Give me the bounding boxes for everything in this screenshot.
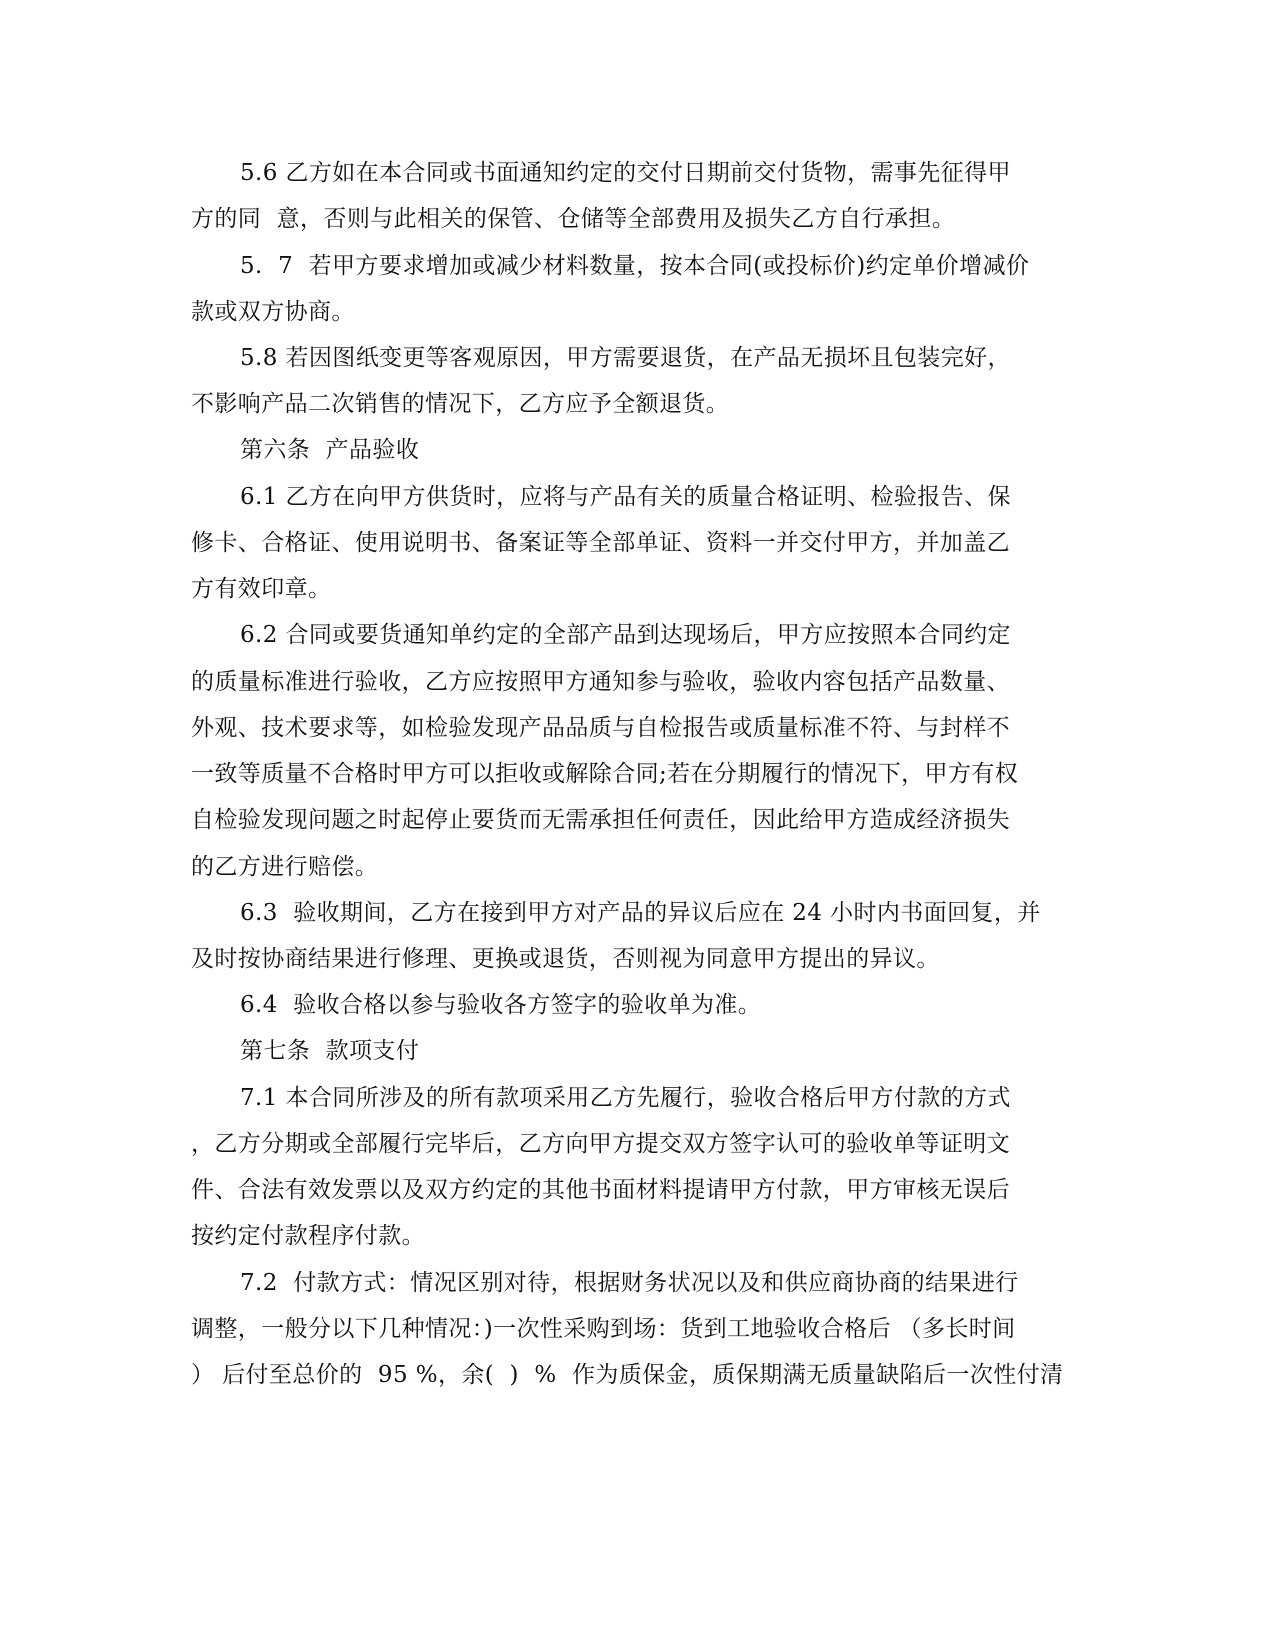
clause-6-2-line-1: 6.2 合同或要货通知单约定的全部产品到达现场后，甲方应按照本合同约定 (240, 622, 1011, 648)
clause-5-8-line-2: 不影响产品二次销售的情况下，乙方应予全额退货。 (191, 391, 730, 417)
clause-7-1-line-3: 件、合法有效发票以及双方约定的其他书面材料提请甲方付款，甲方审核无误后 (191, 1177, 1010, 1203)
clause-6-2-line-2: 的质量标准进行验收，乙方应按照甲方通知参与验收，验收内容包括产品数量、 (191, 669, 1010, 695)
clause-5-7-line-2: 款或双方协商。 (191, 299, 355, 325)
clause-5-6-line-1: 5.6 乙方如在本合同或书面通知约定的交付日期前交付货物，需事先征得甲 (240, 160, 1011, 186)
clause-6-2-line-5: 自检验发现问题之时起停止要货而无需承担任何责任，因此给甲方造成经济损失 (191, 807, 1010, 833)
clause-7-1-line-1: 7.1 本合同所涉及的所有款项采用乙方先履行，验收合格后甲方付款的方式 (240, 1085, 1011, 1111)
clause-5-8-line-1: 5.8 若因图纸变更等客观原因，甲方需要退货，在产品无损坏且包装完好， (240, 345, 1011, 371)
clause-6-3-line-2: 及时按协商结果进行修理、更换或退货，否则视为同意甲方提出的异议。 (191, 946, 940, 972)
clause-6-2-line-4: 一致等质量不合格时甲方可以拒收或解除合同;若在分期履行的情况下，甲方有权 (191, 761, 1019, 787)
clause-6-1-line-3: 方有效印章。 (191, 576, 332, 602)
clause-6-2-line-3: 外观、技术要求等，如检验发现产品品质与自检报告或质量标准不符、与封样不 (191, 715, 1010, 741)
clause-7-2-line-3: ） 后付至总价的 95 %，余( ) % 作为质保金，质保期满无质量缺陷后一次性付清 (191, 1362, 1064, 1388)
clause-6-3-line-1: 6.3 验收期间，乙方在接到甲方对产品的异议后应在 24 小时内书面回复，并 (240, 900, 1041, 926)
clause-7-2-line-2: 调整，一般分以下几种情况：)一次性采购到场：货到工地验收合格后 （多长时间 (191, 1316, 1016, 1342)
clause-7-1-line-4: 按约定付款程序付款。 (191, 1223, 425, 1249)
clause-6-4-line-1: 6.4 验收合格以参与验收各方签字的验收单为准。 (240, 992, 762, 1018)
clause-5-6-line-2: 方的同 意，否则与此相关的保管、仓储等全部费用及损失乙方自行承担。 (191, 206, 956, 232)
clause-7-1-line-2: ，乙方分期或全部履行完毕后，乙方向甲方提交双方签字认可的验收单等证明文 (191, 1131, 1010, 1157)
clause-7-2-line-1: 7.2 付款方式：情况区别对待，根据财务状况以及和供应商协商的结果进行 (240, 1270, 1019, 1296)
clause-6-1-line-2: 修卡、合格证、使用说明书、备案证等全部单证、资料一并交付甲方，并加盖乙 (191, 530, 1010, 556)
section-heading-article-7: 第七条 款项支付 (240, 1038, 420, 1064)
clause-5-7-line-1: 5. 7 若甲方要求增加或减少材料数量，按本合同(或投标价)约定单价增减价 (240, 253, 1030, 279)
section-heading-article-6: 第六条 产品验收 (240, 437, 420, 463)
clause-6-2-line-6: 的乙方进行赔偿。 (191, 854, 379, 880)
clause-6-1-line-1: 6.1 乙方在向甲方供货时，应将与产品有关的质量合格证明、检验报告、保 (240, 484, 1011, 510)
